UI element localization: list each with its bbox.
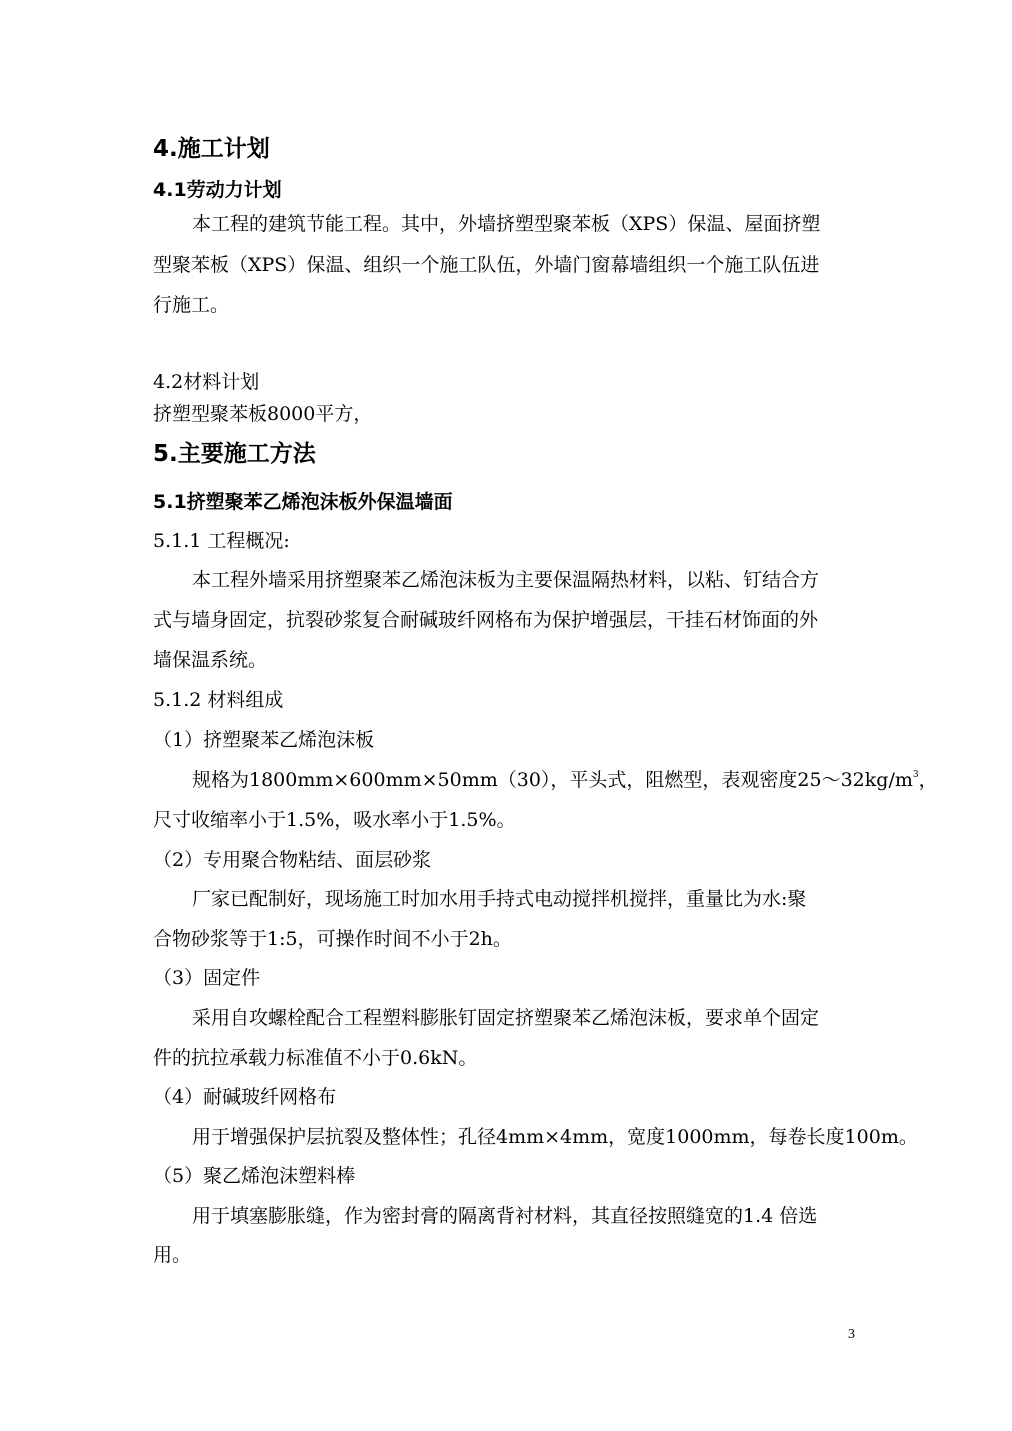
paragraph-line: 墙保温系统。 [153,649,268,671]
material-item-line: 件的抗拉承载力标准值不小于0.6kN。 [153,1047,478,1069]
material-item-line: 采用自攻螺栓配合工程塑料膨胀钉固定挤塑聚苯乙烯泡沫板，要求单个固定 [192,1007,820,1029]
paragraph-line: 本工程外墙采用挤塑聚苯乙烯泡沫板为主要保温隔热材料，以粘、钉结合方 [192,569,820,591]
superscript: 3 [912,770,919,780]
section-4-2-heading: 4.2材料计划 [153,371,260,393]
page-number: 3 [848,1327,855,1342]
section-5-1-2-heading: 5.1.2 材料组成 [153,689,284,711]
section-5-heading: 5.主要施工方法 [153,441,316,467]
paragraph-line: 型聚苯板（XPS）保温、组织一个施工队伍，外墙门窗幕墙组织一个施工队伍进 [153,254,820,276]
material-item-label: （2）专用聚合物粘结、面层砂浆 [153,849,432,871]
material-item-line: 用。 [153,1244,192,1266]
section-5-1-1-heading: 5.1.1 工程概况: [153,530,290,552]
paragraph-line: 行施工。 [153,294,230,316]
material-item-line: 用于增强保护层抗裂及整体性；孔径4mm×4mm，宽度1000mm，每卷长度100m。 [192,1126,918,1148]
material-item-label: （3）固定件 [153,967,261,989]
material-item-line: 厂家已配制好，现场施工时加水用手持式电动搅拌机搅拌，重量比为水:聚 [192,888,807,910]
material-item-line: 规格为1800mm×600mm×50mm（30），平头式，阻燃型，表观密度$25\sim 32kg/m^3$， [192,769,938,791]
material-plan-text: 挤塑型聚苯板8000平方， [153,403,373,425]
material-item-label: （4）耐碱玻纤网格布 [153,1086,337,1108]
material-item-line: 用于填塞膨胀缝，作为密封膏的隔离背衬材料，其直径按照缝宽的1.4 倍选 [192,1205,818,1227]
material-item-label: （5）聚乙烯泡沫塑料棒 [153,1165,356,1187]
section-5-1-heading: 5.1挤塑聚苯乙烯泡沫板外保温墙面 [153,491,453,513]
section-4-1-heading: 4.1劳动力计划 [153,179,282,201]
material-item-line: 尺寸收缩率小于1.5%，吸水率小于1.5%。 [153,809,516,831]
material-item-label: （1）挤塑聚苯乙烯泡沫板 [153,729,375,751]
material-item-line: 合物砂浆等于1:5，可操作时间不小于2h。 [153,928,512,950]
section-4-heading: 4.施工计划 [153,136,270,162]
paragraph-line: 式与墙身固定，抗裂砂浆复合耐碱玻纤网格布为保护增强层，干挂石材饰面的外 [153,609,819,631]
paragraph-line: 本工程的建筑节能工程。其中，外墙挤塑型聚苯板（XPS）保温、屋面挤塑 [192,213,821,235]
